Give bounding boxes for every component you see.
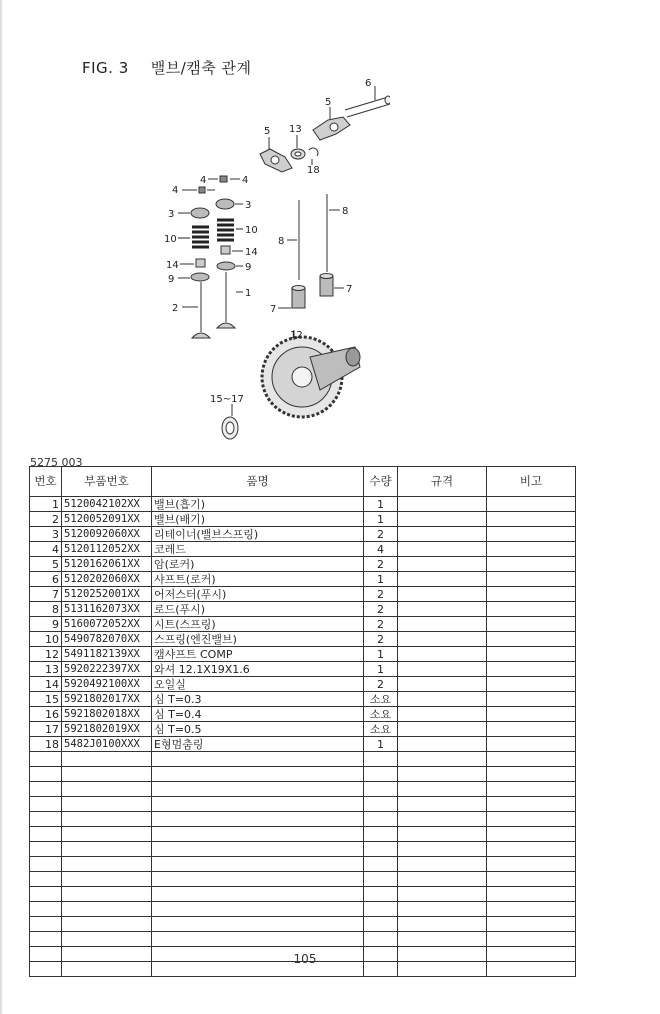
row-remarks	[487, 632, 576, 647]
row-part-name	[152, 812, 364, 827]
row-part-number: 5131162073XX	[62, 602, 152, 617]
row-part-number: 5921802017XX	[62, 692, 152, 707]
table-row	[30, 797, 576, 812]
callout-4a: 4	[200, 175, 207, 186]
table-row	[30, 902, 576, 917]
row-part-number: 5120052091XX	[62, 512, 152, 527]
row-part-number	[62, 767, 152, 782]
table-row	[30, 812, 576, 827]
row-remarks	[487, 497, 576, 512]
callout-9a: 9	[168, 274, 175, 285]
row-number: 7	[30, 587, 62, 602]
table-row	[30, 707, 576, 722]
row-part-name: 암(로커)	[152, 557, 364, 572]
callout-15-17: 15~17	[210, 394, 244, 405]
row-spec	[398, 917, 487, 932]
row-number: 10	[30, 632, 62, 647]
table-row	[30, 827, 576, 842]
row-remarks	[487, 722, 576, 737]
callout-9b: 9	[245, 262, 252, 273]
row-remarks	[487, 737, 576, 752]
row-remarks	[487, 872, 576, 887]
valve-springs	[178, 220, 243, 247]
row-part-name: 로드(푸시)	[152, 602, 364, 617]
table-row	[30, 857, 576, 872]
callout-5a: 5	[325, 97, 332, 108]
row-quantity	[364, 812, 398, 827]
row-spec	[398, 647, 487, 662]
row-remarks	[487, 842, 576, 857]
spring-seats	[178, 262, 243, 281]
row-number: 18	[30, 737, 62, 752]
callout-5b: 5	[264, 126, 271, 137]
row-remarks	[487, 572, 576, 587]
row-number: 2	[30, 512, 62, 527]
row-spec	[398, 722, 487, 737]
row-spec	[398, 872, 487, 887]
row-number: 12	[30, 647, 62, 662]
rocker-arm-right	[313, 107, 350, 140]
row-part-name: 어저스터(푸시)	[152, 587, 364, 602]
row-part-name: 심 T=0.3	[152, 692, 364, 707]
row-remarks	[487, 887, 576, 902]
callout-2: 2	[172, 303, 179, 314]
row-spec	[398, 797, 487, 812]
row-quantity: 1	[364, 662, 398, 677]
exploded-parts-diagram	[160, 72, 390, 442]
row-remarks	[487, 812, 576, 827]
row-remarks	[487, 617, 576, 632]
row-number	[30, 857, 62, 872]
row-part-name	[152, 902, 364, 917]
callout-8a: 8	[278, 236, 285, 247]
figure-label: FIG. 3	[82, 59, 129, 77]
table-row	[30, 572, 576, 587]
row-part-name	[152, 827, 364, 842]
row-quantity	[364, 782, 398, 797]
row-remarks	[487, 767, 576, 782]
row-part-name	[152, 842, 364, 857]
row-quantity: 소요	[364, 722, 398, 737]
header-no: 번호	[30, 467, 62, 497]
e-ring	[309, 148, 318, 165]
row-spec	[398, 617, 487, 632]
row-remarks	[487, 662, 576, 677]
row-quantity: 2	[364, 557, 398, 572]
row-part-name	[152, 782, 364, 797]
row-part-number: 5120252001XX	[62, 587, 152, 602]
table-row	[30, 767, 576, 782]
row-remarks	[487, 857, 576, 872]
row-quantity	[364, 872, 398, 887]
valves	[182, 272, 243, 338]
row-part-number: 5921802019XX	[62, 722, 152, 737]
row-quantity	[364, 842, 398, 857]
row-part-number	[62, 872, 152, 887]
row-remarks	[487, 902, 576, 917]
row-remarks	[487, 647, 576, 662]
row-part-name: 오일실	[152, 677, 364, 692]
row-part-number	[62, 932, 152, 947]
row-part-number: 5490782070XX	[62, 632, 152, 647]
row-part-number	[62, 857, 152, 872]
table-row	[30, 737, 576, 752]
row-number	[30, 887, 62, 902]
row-spec	[398, 857, 487, 872]
row-part-name: 캠샤프트 COMP	[152, 647, 364, 662]
row-number: 16	[30, 707, 62, 722]
row-number: 5	[30, 557, 62, 572]
figure-subtitle: 밸브/캠축 관계	[150, 59, 252, 77]
row-part-number: 5120202060XX	[62, 572, 152, 587]
row-part-number	[62, 812, 152, 827]
row-number	[30, 932, 62, 947]
table-row	[30, 527, 576, 542]
row-remarks	[487, 752, 576, 767]
row-number	[30, 767, 62, 782]
header-name: 품명	[152, 467, 364, 497]
row-quantity: 4	[364, 542, 398, 557]
row-spec	[398, 752, 487, 767]
row-part-number: 5482J0100XXX	[62, 737, 152, 752]
row-spec	[398, 812, 487, 827]
table-row	[30, 497, 576, 512]
row-number	[30, 752, 62, 767]
row-quantity	[364, 767, 398, 782]
callout-10b: 10	[245, 225, 258, 236]
page-edge	[0, 0, 3, 1014]
row-number: 1	[30, 497, 62, 512]
row-part-name	[152, 752, 364, 767]
camshaft-gear	[262, 330, 360, 417]
row-part-name: 시트(스프링)	[152, 617, 364, 632]
row-quantity: 소요	[364, 707, 398, 722]
row-spec	[398, 767, 487, 782]
table-row	[30, 932, 576, 947]
row-part-number: 5120112052XX	[62, 542, 152, 557]
table-row	[30, 512, 576, 527]
table-row	[30, 872, 576, 887]
row-part-name	[152, 872, 364, 887]
row-spec	[398, 902, 487, 917]
shims	[222, 404, 238, 439]
table-row	[30, 542, 576, 557]
callout-3b: 3	[245, 200, 252, 211]
table-row	[30, 722, 576, 737]
table-row	[30, 887, 576, 902]
row-quantity	[364, 827, 398, 842]
parts-table-header	[30, 467, 576, 497]
callout-18: 18	[307, 165, 320, 176]
row-part-name	[152, 797, 364, 812]
table-row	[30, 692, 576, 707]
callout-3a: 3	[168, 209, 175, 220]
row-part-number	[62, 917, 152, 932]
row-quantity	[364, 932, 398, 947]
table-row	[30, 557, 576, 572]
row-remarks	[487, 917, 576, 932]
callout-14a: 14	[166, 260, 179, 271]
callout-8b: 8	[342, 206, 349, 217]
callout-7a: 7	[270, 304, 277, 315]
push-rods	[287, 194, 340, 280]
row-number	[30, 872, 62, 887]
parts-table-body	[30, 497, 576, 977]
table-row	[30, 677, 576, 692]
row-number	[30, 782, 62, 797]
callout-13: 13	[289, 124, 302, 135]
row-number	[30, 797, 62, 812]
row-spec	[398, 662, 487, 677]
row-remarks	[487, 557, 576, 572]
row-part-number: 5120162061XX	[62, 557, 152, 572]
header-remarks: 비고	[487, 467, 576, 497]
callout-7b: 7	[346, 284, 353, 295]
row-part-name	[152, 767, 364, 782]
row-part-number	[62, 782, 152, 797]
callout-12: 12	[290, 330, 303, 341]
row-quantity: 2	[364, 602, 398, 617]
row-quantity: 2	[364, 527, 398, 542]
row-quantity	[364, 902, 398, 917]
table-row	[30, 917, 576, 932]
row-part-number: 5920492100XX	[62, 677, 152, 692]
row-remarks	[487, 692, 576, 707]
row-quantity: 1	[364, 497, 398, 512]
header-spec: 규격	[398, 467, 487, 497]
row-remarks	[487, 827, 576, 842]
row-number: 4	[30, 542, 62, 557]
row-part-name	[152, 857, 364, 872]
row-quantity: 2	[364, 677, 398, 692]
row-spec	[398, 632, 487, 647]
row-part-number: 5120042102XX	[62, 497, 152, 512]
row-part-name: 리테이너(밸브스프링)	[152, 527, 364, 542]
row-spec	[398, 677, 487, 692]
row-part-number	[62, 797, 152, 812]
row-remarks	[487, 797, 576, 812]
row-part-name: 코레드	[152, 542, 364, 557]
table-row	[30, 647, 576, 662]
row-remarks	[487, 602, 576, 617]
callout-14b: 14	[245, 247, 258, 258]
row-part-number	[62, 902, 152, 917]
washer	[291, 135, 305, 159]
push-adjusters	[278, 274, 344, 309]
table-row	[30, 752, 576, 767]
row-number	[30, 842, 62, 857]
row-spec	[398, 557, 487, 572]
row-number	[30, 812, 62, 827]
table-row	[30, 782, 576, 797]
row-number	[30, 827, 62, 842]
row-number: 3	[30, 527, 62, 542]
row-number: 13	[30, 662, 62, 677]
row-part-name: 심 T=0.4	[152, 707, 364, 722]
rocker-arm-left	[260, 137, 292, 172]
row-part-number	[62, 752, 152, 767]
callout-4b: 4	[242, 175, 249, 186]
row-number	[30, 917, 62, 932]
row-part-number: 5920222397XX	[62, 662, 152, 677]
row-quantity: 소요	[364, 692, 398, 707]
row-spec	[398, 542, 487, 557]
callout-10a: 10	[164, 234, 177, 245]
row-part-name: 샤프트(로커)	[152, 572, 364, 587]
row-part-number: 5491182139XX	[62, 647, 152, 662]
row-spec	[398, 692, 487, 707]
retainers	[178, 199, 243, 218]
table-row	[30, 617, 576, 632]
row-spec	[398, 932, 487, 947]
row-quantity	[364, 917, 398, 932]
row-part-number	[62, 827, 152, 842]
row-spec	[398, 842, 487, 857]
row-quantity: 1	[364, 737, 398, 752]
table-row	[30, 587, 576, 602]
row-part-number: 5921802018XX	[62, 707, 152, 722]
row-spec	[398, 587, 487, 602]
row-spec	[398, 887, 487, 902]
row-spec	[398, 827, 487, 842]
row-number: 8	[30, 602, 62, 617]
row-remarks	[487, 587, 576, 602]
row-spec	[398, 497, 487, 512]
row-remarks	[487, 782, 576, 797]
callout-1: 1	[245, 288, 252, 299]
row-part-number	[62, 887, 152, 902]
row-part-number: 5160072052XX	[62, 617, 152, 632]
row-number: 14	[30, 677, 62, 692]
row-part-number: 5120092060XX	[62, 527, 152, 542]
row-part-name	[152, 917, 364, 932]
row-quantity	[364, 887, 398, 902]
row-remarks	[487, 527, 576, 542]
header-qty: 수량	[364, 467, 398, 497]
row-part-name: E형멈춤링	[152, 737, 364, 752]
row-part-name: 밸브(배기)	[152, 512, 364, 527]
parts-table	[29, 466, 576, 977]
row-part-name: 스프링(엔진밸브)	[152, 632, 364, 647]
row-quantity: 1	[364, 512, 398, 527]
row-number: 6	[30, 572, 62, 587]
row-remarks	[487, 932, 576, 947]
row-quantity: 1	[364, 647, 398, 662]
document-code: 5275 003	[30, 456, 83, 469]
row-remarks	[487, 677, 576, 692]
rocker-shaft	[345, 86, 390, 117]
row-part-name: 와셔 12.1X19X1.6	[152, 662, 364, 677]
table-row	[30, 602, 576, 617]
row-part-name	[152, 887, 364, 902]
row-part-name: 밸브(흡기)	[152, 497, 364, 512]
table-row	[30, 842, 576, 857]
callout-6: 6	[365, 78, 372, 89]
row-number: 15	[30, 692, 62, 707]
row-quantity	[364, 857, 398, 872]
row-part-number	[62, 842, 152, 857]
row-remarks	[487, 542, 576, 557]
table-row	[30, 632, 576, 647]
row-spec	[398, 512, 487, 527]
row-number: 9	[30, 617, 62, 632]
row-number	[30, 902, 62, 917]
row-spec	[398, 527, 487, 542]
page-number: 105	[293, 952, 317, 966]
row-spec	[398, 602, 487, 617]
row-spec	[398, 572, 487, 587]
table-row	[30, 662, 576, 677]
row-quantity	[364, 797, 398, 812]
row-remarks	[487, 512, 576, 527]
row-part-name	[152, 932, 364, 947]
row-spec	[398, 782, 487, 797]
row-quantity: 2	[364, 632, 398, 647]
cotters	[182, 176, 240, 193]
row-quantity	[364, 752, 398, 767]
row-part-name: 심 T=0.5	[152, 722, 364, 737]
header-part-number: 부품번호	[62, 467, 152, 497]
row-remarks	[487, 707, 576, 722]
row-number: 17	[30, 722, 62, 737]
row-spec	[398, 707, 487, 722]
callout-4c: 4	[172, 185, 179, 196]
row-quantity: 2	[364, 587, 398, 602]
row-quantity: 2	[364, 617, 398, 632]
row-quantity: 1	[364, 572, 398, 587]
row-spec	[398, 737, 487, 752]
